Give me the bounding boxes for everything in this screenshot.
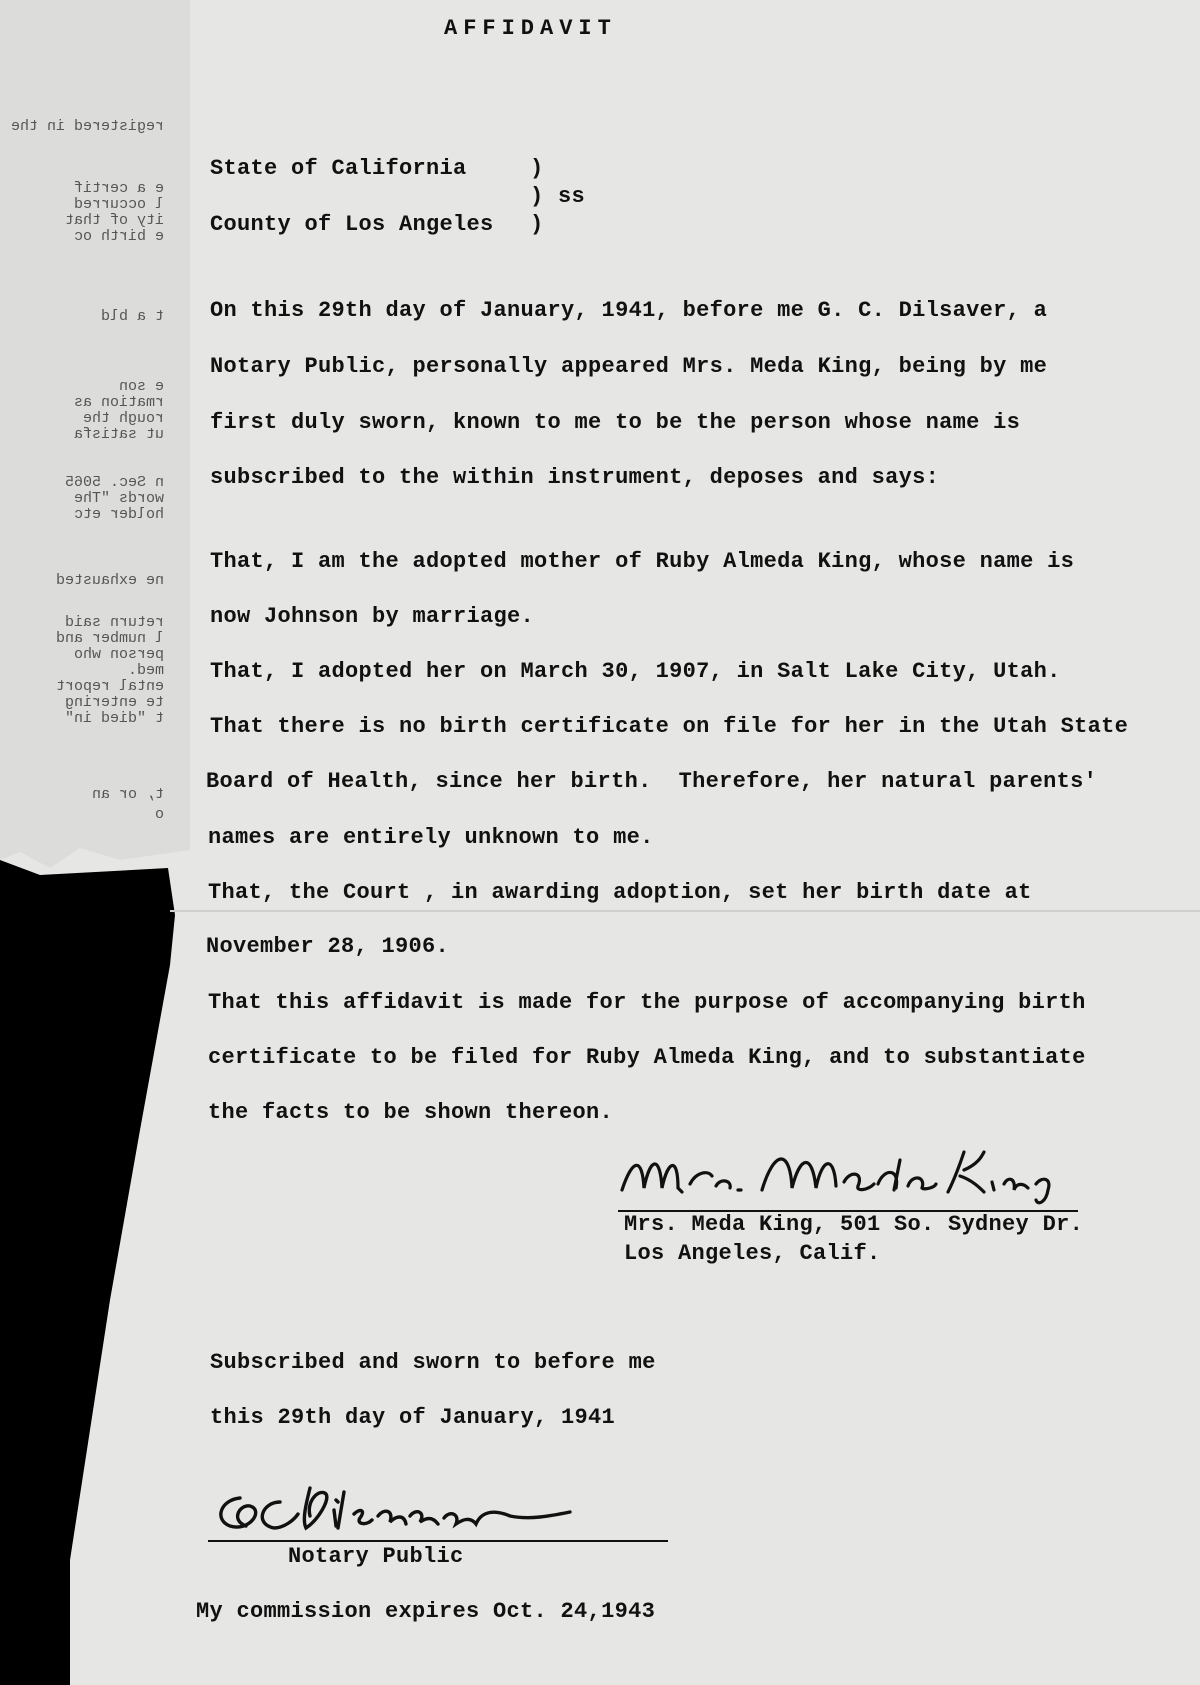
body-line: Notary Public, personally appeared Mrs. Meda King, being by me <box>210 354 1048 379</box>
body-line: That, the Court , in awarding adoption, set her birth date at <box>208 880 1032 905</box>
bleed-through-line: e son <box>118 378 164 395</box>
bleed-through-line: return said <box>64 614 164 631</box>
venue-bracket-3: ) <box>530 212 544 237</box>
bleed-through-line: rough the <box>82 410 164 427</box>
venue-county: County of Los Angeles <box>210 212 494 237</box>
bleed-through-line: t "died in" <box>64 710 164 727</box>
bleed-through-line: med. <box>127 662 164 679</box>
venue-bracket-2: ) <box>530 184 544 209</box>
body-line: That, I adopted her on March 30, 1907, in Salt Lake City, Utah. <box>210 659 1061 684</box>
notary-signature <box>210 1480 630 1540</box>
notary-label: Notary Public <box>288 1544 464 1569</box>
body-line: November 28, 1906. <box>206 934 450 959</box>
fold-crease <box>170 910 1200 912</box>
body-line: On this 29th day of January, 1941, before me G. C. Dilsaver, a <box>210 298 1048 323</box>
notary-commission: My commission expires Oct. 24,1943 <box>196 1599 656 1624</box>
venue-state: State of California <box>210 156 467 181</box>
bleed-through-line: ne exhausted <box>55 572 164 589</box>
body-line: certificate to be filed for Ruby Almeda King, and to substantiate <box>208 1045 1086 1070</box>
bleed-through-line: person who <box>73 646 164 663</box>
bleed-through-line: registered in the <box>10 118 164 135</box>
body-line: names are entirely unknown to me. <box>208 825 654 850</box>
bleed-through-line: n Sec. 5065 <box>64 474 164 491</box>
bleed-through-line: l occurred <box>73 196 164 213</box>
body-line: Board of Health, since her birth. Therefore, her natural parents' <box>206 769 1098 794</box>
body-line: That, I am the adopted mother of Ruby Almeda King, whose name is <box>210 549 1075 574</box>
affiant-signature <box>612 1140 1082 1210</box>
bleed-through-line: l number and <box>55 630 164 647</box>
body-line: That there is no birth certificate on file for her in the Utah State <box>210 714 1129 739</box>
body-line: That this affidavit is made for the purpose of accompanying birth <box>208 990 1086 1015</box>
affiant-typed-name: Mrs. Meda King, 501 So. Sydney Dr. <box>624 1212 1084 1237</box>
venue-ss: ss <box>558 184 586 209</box>
bleed-through-line: o <box>154 806 164 823</box>
bleed-through-line: t a bld <box>100 308 164 325</box>
body-line: the facts to be shown thereon. <box>208 1100 614 1125</box>
jurat-line-2: this 29th day of January, 1941 <box>210 1405 616 1430</box>
bleed-through-line: holder etc <box>73 506 164 523</box>
affiant-city: Los Angeles, Calif. <box>624 1241 881 1266</box>
bleed-through-line: ental report <box>55 678 164 695</box>
bleed-through-line: words "The <box>73 490 164 507</box>
body-line: subscribed to the within instrument, deposes and says: <box>210 465 940 490</box>
bleed-through-line: e a certif <box>73 180 164 197</box>
bleed-through-line: rmation as <box>73 394 164 411</box>
venue-bracket-1: ) <box>530 156 544 181</box>
body-line: first duly sworn, known to me to be the person whose name is <box>210 410 1021 435</box>
body-line: now Johnson by marriage. <box>210 604 535 629</box>
jurat-line-1: Subscribed and sworn to before me <box>210 1350 656 1375</box>
bleed-through-line: te entering <box>64 694 164 711</box>
document-title: AFFIDAVIT <box>444 16 617 41</box>
bleed-through-line: ity of that <box>64 212 164 229</box>
bleed-through-line: ut satisfa <box>73 426 164 443</box>
bleed-through-line: t, or an <box>91 786 164 803</box>
bleed-through-line: e birth oc <box>73 228 164 245</box>
notary-signature-line <box>208 1540 668 1542</box>
